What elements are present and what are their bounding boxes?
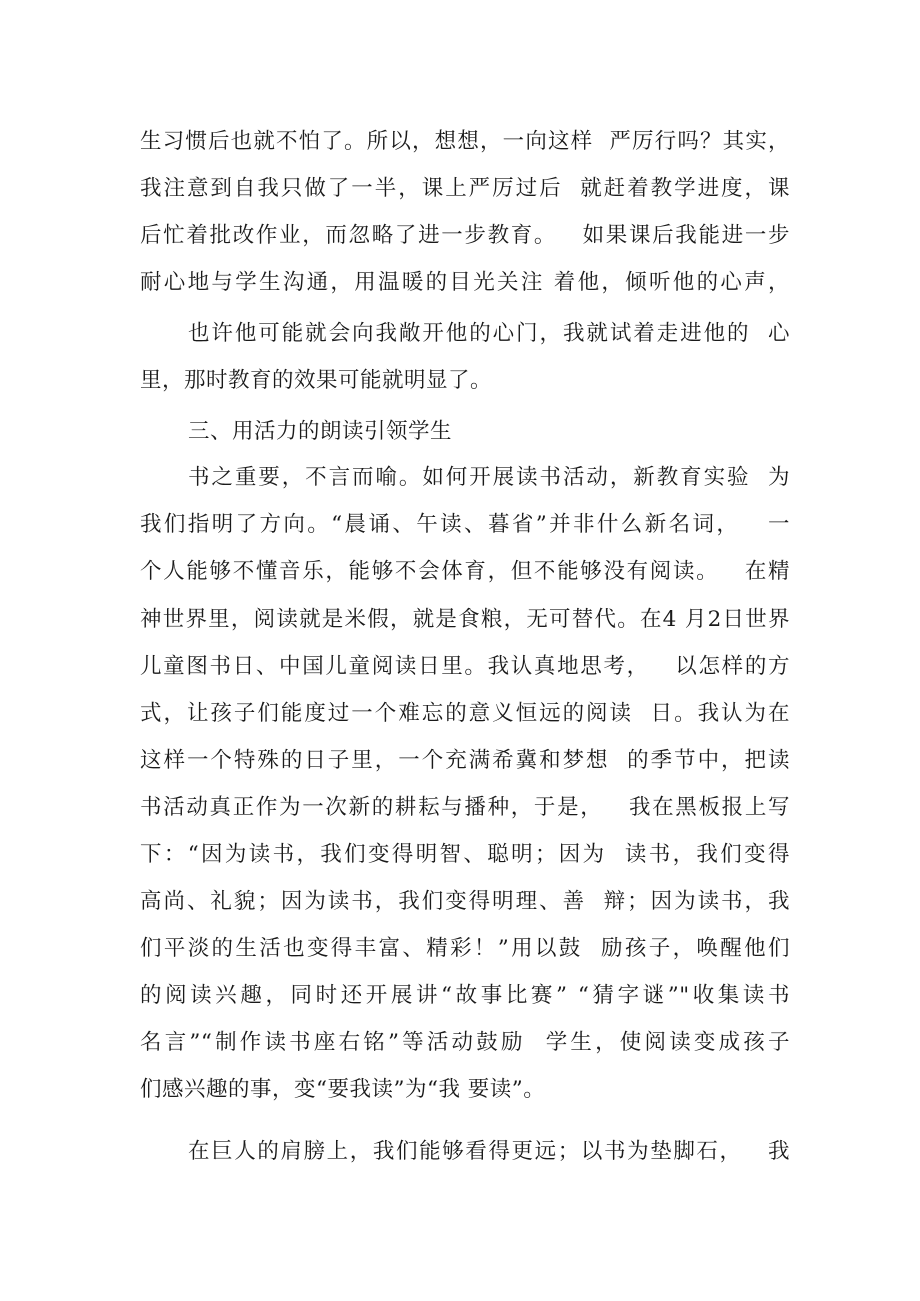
text-line: 也许他可能就会向我敞开他的心门，我就试着走进他的 心 bbox=[188, 321, 790, 346]
text-line: 的阅读兴趣，同时还开展讲“故事比赛” “猜字谜”"收集读书 bbox=[140, 983, 790, 1008]
text-line: 里，那时教育的效果可能就明显了。 bbox=[140, 368, 493, 393]
text-line: 们感兴趣的事，变“要我读”为“我 要读”。 bbox=[140, 1077, 546, 1102]
text-line: 名言”“制作读书座右铭”等活动鼓励 学生，使阅读变成孩子 bbox=[140, 1030, 790, 1055]
text-line: 生习惯后也就不怕了。所以，想想，一向这样 严厉行吗？其实， bbox=[140, 129, 790, 154]
text-line: 耐心地与学生沟通，用温暖的目光关注 着他，倾听他的心声， bbox=[140, 270, 790, 295]
text-line: 儿童图书日、中国儿童阅读日里。我认真地思考， 以怎样的方 bbox=[140, 654, 790, 679]
text-line: 我注意到自我只做了一半，课上严厉过后 就赶着教学进度，课 bbox=[140, 176, 790, 201]
text-line: 书之重要，不言而喻。如何开展读书活动，新教育实验 为 bbox=[188, 465, 790, 490]
text-line: 神世界里，阅读就是米假，就是食粮，无可替代。在4 月2日世界 bbox=[140, 607, 790, 632]
text-line: 个人能够不懂音乐，能够不会体育，但不能够没有阅读。 在精 bbox=[140, 559, 790, 584]
text-line: 后忙着批改作业，而忽略了进一步教育。 如果课后我能进一步 bbox=[140, 223, 790, 248]
text-line: 下：“因为读书，我们变得明智、聪明；因为 读书，我们变得 bbox=[140, 842, 790, 867]
text-line: 高尚、礼貌；因为读书，我们变得明理、善 辩；因为读书，我 bbox=[140, 889, 790, 914]
text-line: 我们指明了方向。“晨诵、午读、暮省”并非什么新名词， 一 bbox=[140, 512, 790, 537]
section-heading: 三、用活力的朗读引领学生 bbox=[188, 419, 453, 444]
text-line: 在巨人的肩膀上，我们能够看得更远；以书为垫脚石， 我 bbox=[188, 1139, 790, 1164]
text-line: 们平淡的生活也变得丰富、精彩！”用以鼓 励孩子，唤醒他们 bbox=[140, 936, 790, 961]
text-line: 式，让孩子们能度过一个难忘的意义恒远的阅读 日。我认为在 bbox=[140, 701, 790, 726]
text-line: 书活动真正作为一次新的耕耘与播种，于是， 我在黑板报上写 bbox=[140, 795, 790, 820]
text-line: 这样一个特殊的日子里，一个充满希冀和梦想 的季节中，把读 bbox=[140, 748, 790, 773]
